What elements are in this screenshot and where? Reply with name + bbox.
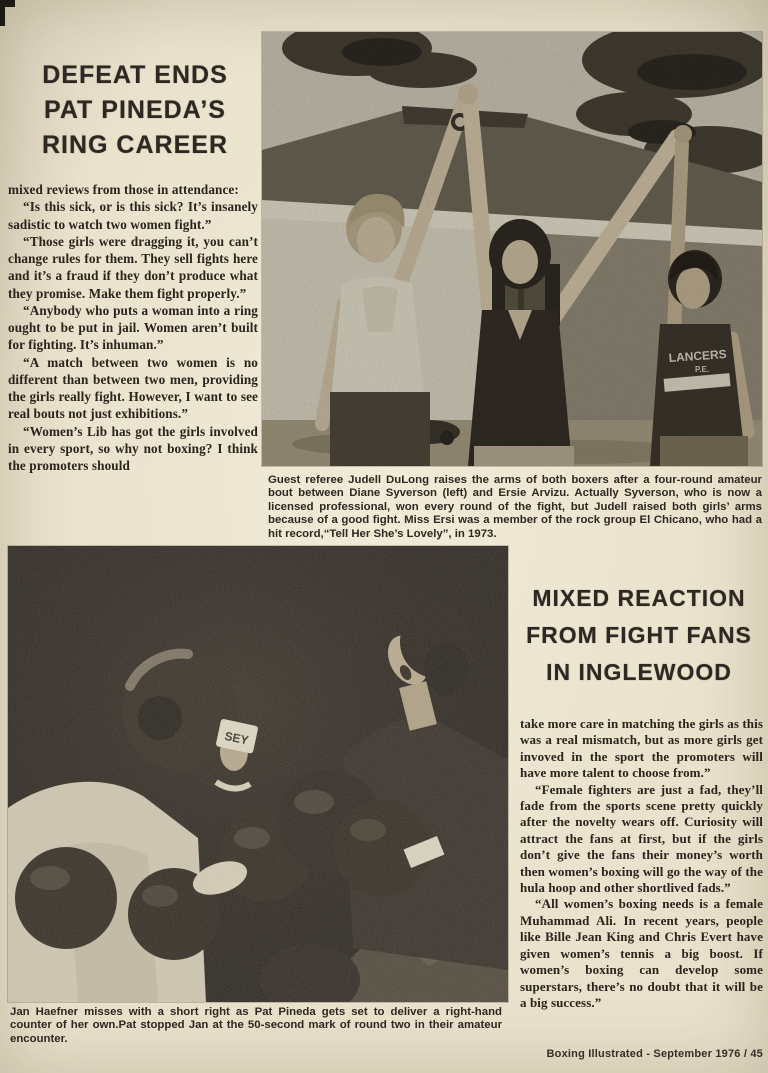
svg-text:P.E.: P.E. (694, 365, 710, 374)
article-paragraph: take more care in matching the girls as this was a real mismatch, but as more girls get invoved in the sport the promoters will have more talent to choose from.” (520, 716, 763, 781)
photo-illustration-boxing-dark (8, 546, 508, 1002)
top-photo-caption: Guest referee Judell DuLong raises the arms of both boxers after a four-round amateur bout between Diane Syverson (left) and Ersie Arvizu. Actually Syverson, who is now a licensed professional, won every round of the fight, but Judell raised both girls’ arms because of a good fight. Miss Ersi was a member of the rock group El Chicano, who had a hit record,“Tell Her She’s Lovely”, in 1973. (268, 474, 762, 540)
headline-line: MIXED REACTION (532, 585, 746, 611)
photo-referee-raises-arms (262, 32, 762, 466)
headline-line: IN INGLEWOOD (546, 659, 732, 685)
photo-sparring-action (8, 546, 508, 1002)
right-article-body (520, 716, 763, 1011)
left-article-body (8, 181, 258, 474)
scan-corner-artifact (0, 0, 15, 7)
article-paragraph: “Those girls were dragging it, you can’t change rules for them. They sell fights here and it’s a fraud if they don’t produce what they promise. Make them fight properly.” (8, 233, 258, 301)
article-paragraph: “Anybody who puts a woman into a ring ought to be put in jail. Women aren’t built for fighting. It’s inhuman.” (8, 302, 258, 353)
article-paragraph: “A match between two women is no different than between two men, providing the girls really fight. However, I want to see real bouts not just exhibitions.” (8, 354, 258, 422)
article-paragraph: “Female fighters are just a fad, they’ll fade from the sports scene pretty quickly after the novelty wears off. Curiosity will attract the fans at first, but if the girls don’t give the fans their money’s worth then women’s boxing will go the way of the hula hoop and other shortlived fads.” (520, 781, 763, 896)
article-paragraph: “Women’s Lib has got the girls involved in every sport, so why not boxing? I think the promoters should (8, 423, 258, 473)
bottom-photo-caption: Jan Haefner misses with a short right as Pat Pineda gets set to deliver a right-hand counter of her own.Pat stopped Jan at the 50-second mark of round two in their amateur encounter. (10, 1006, 502, 1045)
page-footer: Boxing Illustrated - September 1976 / 45 (546, 1048, 763, 1060)
svg-text:LANCERS: LANCERS (668, 347, 728, 366)
headline-line: DEFEAT ENDS (42, 61, 228, 89)
article-paragraph: “All women’s boxing needs is a female Muhammad Ali. In recent years, people like Bille Jean King and Chris Evert have given women’s tennis a big boost. If women’s boxing can develop some superstars, there’s no doubt that it will be a big success.” (520, 896, 763, 1010)
headline-line: RING CAREER (41, 131, 228, 159)
photo-illustration-outdoor-winners (262, 32, 762, 466)
article-paragraph: mixed reviews from those in attendance: (8, 182, 239, 197)
headline-line: PAT PINEDA’S (44, 96, 226, 124)
headline-defeat-ends (22, 58, 248, 163)
article-paragraph: “Is this sick, or is this sick? It’s insanely sadistic to watch two women fight.” (8, 199, 258, 232)
svg-text:SEY: SEY (223, 728, 250, 748)
headline-line: FROM FIGHT FANS (526, 622, 752, 648)
headline-mixed-reaction (516, 580, 762, 691)
